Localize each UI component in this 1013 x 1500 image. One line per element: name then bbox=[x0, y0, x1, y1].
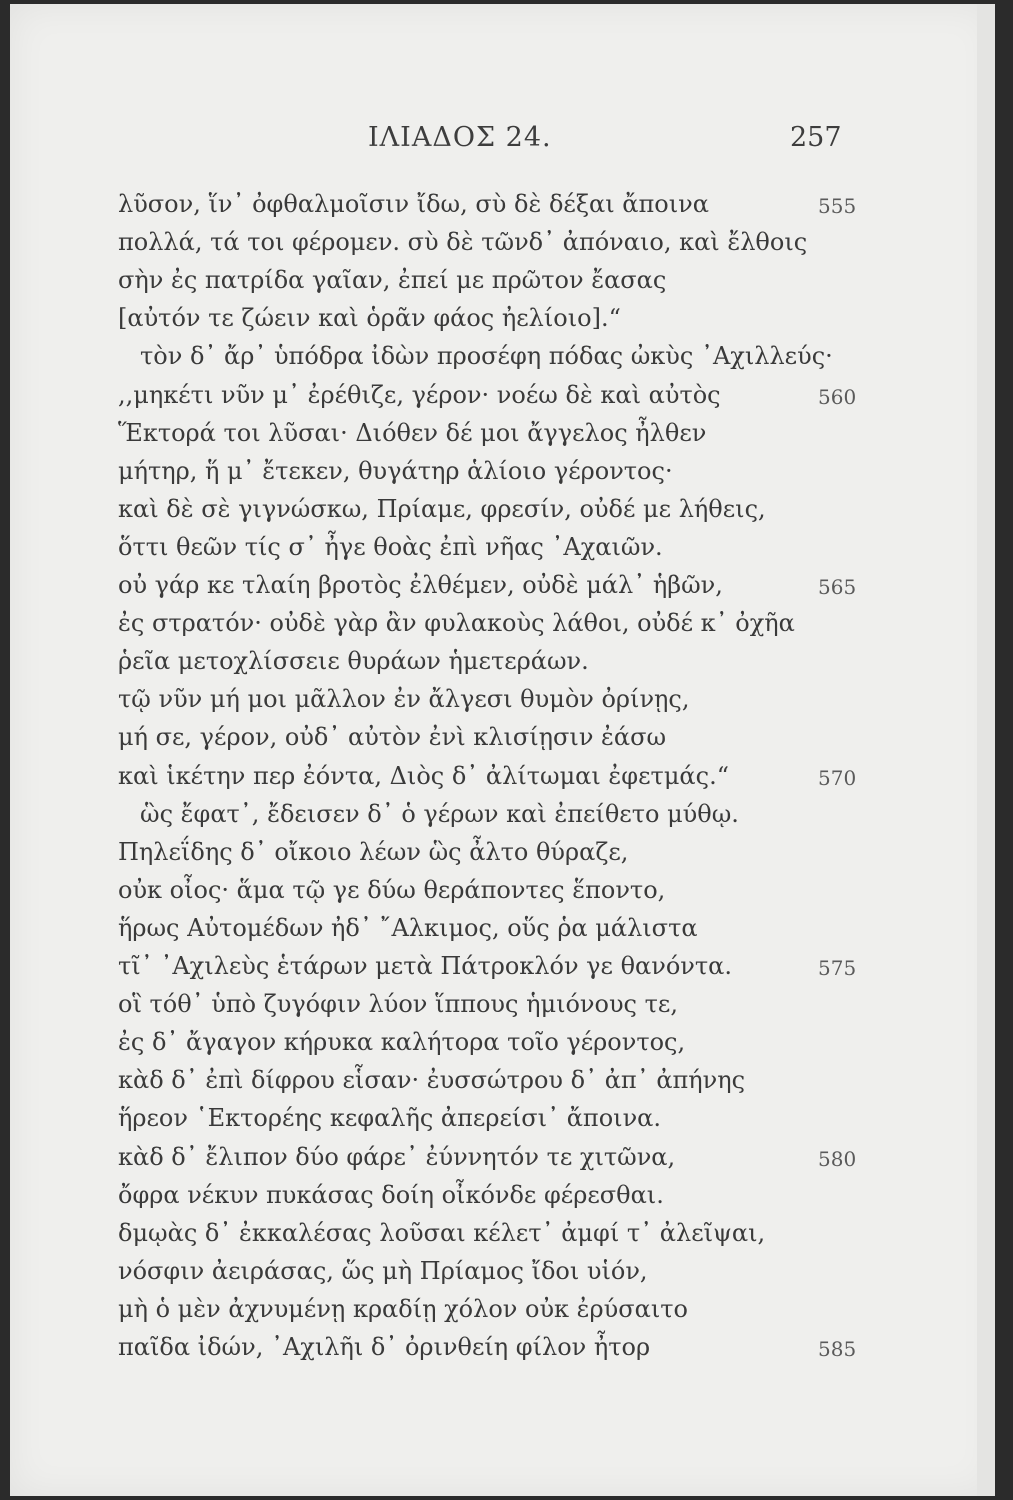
line-number: 580 bbox=[818, 1147, 857, 1171]
verse-line: μή σε, γέρον, οὐδ᾽ αὐτὸν ἐνὶ κλισίῃσιν ἐάσω bbox=[118, 723, 667, 751]
page-number: 257 bbox=[790, 122, 842, 153]
line-number: 565 bbox=[818, 575, 857, 599]
page-header bbox=[10, 122, 995, 162]
line-number: 555 bbox=[818, 194, 857, 218]
verse-line: πολλά, τά τοι φέρομεν. σὺ δὲ τῶνδ᾽ ἀπόναιο, καὶ ἔλθοις bbox=[118, 228, 808, 256]
verse-line: οὐ γάρ κε τλαίη βροτὸς ἐλθέμεν, οὐδὲ μάλ᾽ ἡβῶν, bbox=[118, 571, 723, 599]
verse-line: ἥρεον ῾Εκτορέης κεφαλῆς ἀπερείσι᾽ ἄποινα. bbox=[118, 1104, 661, 1132]
verse-line: Ἕκτορά τοι λῦσαι· Διόθεν δέ μοι ἄγγελος ἦλθεν bbox=[118, 419, 707, 447]
verse-line: τὸν δ᾽ ἄρ᾽ ὑπόδρα ἰδὼν προσέφη πόδας ὠκὺς ᾿Αχιλλεύς· bbox=[140, 342, 833, 370]
running-title: ΙΛΙΑΔΟΣ 24. bbox=[368, 122, 552, 153]
line-number: 560 bbox=[818, 385, 857, 409]
verse-line: ἐς δ᾽ ἄγαγον κήρυκα καλήτορα τοῖο γέροντος, bbox=[118, 1028, 686, 1056]
verse-line: ἐς στρατόν· οὐδὲ γὰρ ἂν φυλακοὺς λάθοι, οὐδέ κ᾽ ὀχῆα bbox=[118, 609, 795, 637]
line-number: 585 bbox=[818, 1337, 857, 1361]
verse-line: τῷ νῦν μή μοι μᾶλλον ἐν ἄλγεσι θυμὸν ὀρίνῃς, bbox=[118, 685, 690, 713]
verse-line: μήτηρ, ἥ μ᾽ ἔτεκεν, θυγάτηρ ἁλίοιο γέροντος· bbox=[118, 457, 673, 485]
verse-line: ὄφρα νέκυν πυκάσας δοίη οἶκόνδε φέρεσθαι. bbox=[118, 1181, 664, 1209]
verse-line: καὶ δὲ σὲ γιγνώσκω, Πρίαμε, φρεσίν, οὐδέ με λήθεις, bbox=[118, 495, 766, 523]
line-number: 570 bbox=[818, 766, 857, 790]
verse-line: οὐκ οἶος· ἅμα τῷ γε δύω θεράποντες ἕποντο, bbox=[118, 876, 666, 904]
verse-line: σὴν ἐς πατρίδα γαῖαν, ἐπεί με πρῶτον ἔασας bbox=[118, 266, 667, 294]
verse-line: δμῳὰς δ᾽ ἐκκαλέσας λοῦσαι κέλετ᾽ ἀμφί τ᾽ ἀλεῖψαι, bbox=[118, 1219, 766, 1247]
verse-line: ῥεῖα μετοχλίσσειε θυράων ἡμετεράων. bbox=[118, 647, 589, 675]
verse-line: τῖ᾽ ᾿Αχιλεὺς ἑτάρων μετὰ Πάτροκλόν γε θανόντα. bbox=[118, 952, 732, 980]
verse-line: Πηλεΐδης δ᾽ οἴκοιο λέων ὣς ἆλτο θύραζε, bbox=[118, 838, 629, 866]
verse-line: [αὐτόν τε ζώειν καὶ ὁρᾶν φάος ἠελίοιο].“ bbox=[118, 304, 621, 332]
verse-line: ὣς ἔφατ᾽, ἔδεισεν δ᾽ ὁ γέρων καὶ ἐπείθετο μύθῳ. bbox=[140, 800, 739, 828]
book-page bbox=[10, 4, 995, 1496]
verse-line: λῦσον, ἵν᾽ ὀφθαλμοῖσιν ἴδω, σὺ δὲ δέξαι ἄποινα bbox=[118, 190, 709, 218]
verse-line: κὰδ δ᾽ ἔλιπον δύο φάρε᾽ ἐύννητόν τε χιτῶνα, bbox=[118, 1143, 676, 1171]
verse-line: καὶ ἱκέτην περ ἐόντα, Διὸς δ᾽ ἀλίτωμαι ἐφετμάς.“ bbox=[118, 762, 729, 790]
verse-line: κὰδ δ᾽ ἐπὶ δίφρου εἷσαν· ἐυσσώτρου δ᾽ ἀπ᾽ ἀπήνης bbox=[118, 1066, 746, 1094]
verse-line: νόσφιν ἀειράσας, ὥς μὴ Πρίαμος ἴδοι υἱόν, bbox=[118, 1257, 648, 1285]
verse-line: μὴ ὁ μὲν ἀχνυμένῃ κραδίῃ χόλον οὐκ ἐρύσαιτο bbox=[118, 1295, 688, 1323]
verse-line: ,,μηκέτι νῦν μ᾽ ἐρέθιζε, γέρον· νοέω δὲ καὶ αὐτὸς bbox=[118, 381, 721, 409]
verse-line: ὅττι θεῶν τίς σ᾽ ἦγε θοὰς ἐπὶ νῆας ᾿Αχαιῶν. bbox=[118, 533, 663, 561]
line-number: 575 bbox=[818, 956, 857, 980]
verse-line: παῖδα ἰδών, ᾿Αχιλῆι δ᾽ ὀρινθείη φίλον ἦτορ bbox=[118, 1333, 651, 1361]
verse-line: ἥρως Αὐτομέδων ἠδ᾽ ῎Αλκιμος, οὕς ῥα μάλιστα bbox=[118, 914, 698, 942]
verse-line: οἳ τόθ᾽ ὑπὸ ζυγόφιν λύον ἵππους ἡμιόνους τε, bbox=[118, 990, 678, 1018]
page-edge bbox=[977, 4, 995, 1496]
